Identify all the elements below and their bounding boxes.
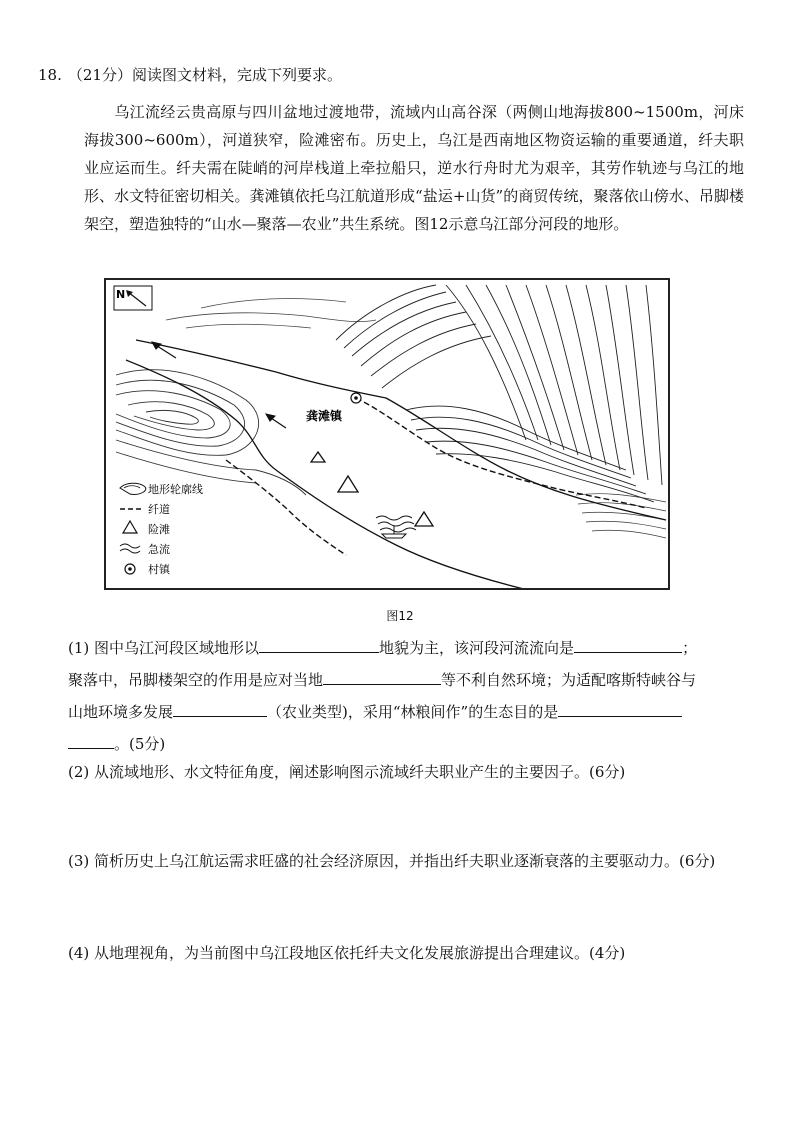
question-passage (84, 98, 744, 238)
legend-item-rapids (123, 521, 170, 536)
town-label: 龚滩镇 (306, 409, 343, 423)
q4-label: (4) (68, 944, 90, 962)
rapids-markers (311, 452, 433, 526)
question-header (38, 64, 342, 86)
village-marker (351, 393, 361, 403)
q1-blank-agriculture[interactable] (173, 698, 267, 717)
figure-12-map (104, 278, 670, 590)
torrent-marks (376, 516, 416, 532)
legend-label-contour: 地形轮廓线 (148, 483, 203, 496)
right-mountains (336, 285, 662, 502)
q1-part1: 图中乌江河段区域地形以 (94, 639, 260, 657)
q1-part6: 山地环境多发展 (68, 703, 174, 721)
q1-blank-flow-direction[interactable] (574, 634, 682, 653)
question-number: 18. (38, 66, 62, 84)
legend-label-towpath: 纤道 (148, 503, 170, 516)
q1-part4: 聚落中，吊脚楼架空的作用是应对当地 (68, 671, 324, 689)
subquestion-2 (68, 756, 748, 788)
q1-part7: （农业类型)，采用“林粮间作”的生态目的是 (267, 703, 559, 721)
legend (120, 482, 203, 576)
terraced-fields (576, 494, 666, 538)
q1-label: (1) (68, 639, 90, 657)
q2-label: (2) (68, 763, 90, 781)
q1-blank-landform[interactable] (259, 634, 379, 653)
figure-caption: 图12 (386, 609, 414, 623)
q3-text: 简析历史上乌江航运需求旺盛的社会经济原因，并指出纤夫职业逐渐衰落的主要驱动力。(6分) (94, 852, 716, 870)
q3-label: (3) (68, 852, 90, 870)
question-intro: （21分）阅读图文材料，完成下列要求。 (67, 66, 342, 84)
legend-label-rapids: 险滩 (148, 523, 170, 536)
subquestion-1 (68, 632, 748, 760)
q1-blank-eco-purpose-cont[interactable] (68, 730, 114, 749)
north-label: N (116, 288, 126, 301)
north-arrow-icon (114, 286, 152, 310)
q1-part2: 地貌为主，该河段河流流向是 (379, 639, 575, 657)
q1-part3: ； (682, 639, 698, 657)
q1-part5: 等不利自然环境；为适配喀斯特峡谷与 (441, 671, 697, 689)
legend-item-contour (120, 482, 203, 496)
q1-part8: 。(5分) (114, 735, 166, 753)
legend-label-village: 村镇 (148, 563, 170, 576)
left-bank-contours (116, 370, 306, 495)
legend-item-torrent (120, 542, 170, 556)
subquestion-4 (68, 937, 748, 969)
legend-label-torrent: 急流 (148, 543, 170, 556)
legend-item-village (125, 562, 171, 576)
far-hills (166, 299, 376, 328)
q4-text: 从地理视角，为当前图中乌江段地区依托纤夫文化发展旅游提出合理建议。(4分) (94, 944, 626, 962)
q1-blank-environment[interactable] (323, 666, 441, 685)
towpath-route (226, 398, 646, 555)
passage-text: 乌江流经云贵高原与四川盆地过渡地带，流域内山高谷深（两侧山地海拔800~1500m，河床海拔300~600m），河道狭窄，险滩密布。历史上，乌江是西南地区物资运输的重要通道，纤夫职业应运而生。纤夫需在陡峭的河岸栈道上牵拉船只，逆水行舟时尤为艰辛，其劳作轨迹与乌江的地形、水文特征密切相关。龚滩镇依托乌江航道形成“盐运+山货”的商贸传统，聚落依山傍水、吊脚楼架空，塑造独特的“山水—聚落—农业”共生系统。图12示意乌江部分河段的地形。 (84, 103, 744, 233)
q2-text: 从流域地形、水文特征角度，阐述影响图示流域纤夫职业产生的主要因子。(6分) (94, 763, 626, 781)
legend-item-towpath (120, 503, 170, 516)
terrain-illustration (106, 280, 670, 590)
subquestion-3 (68, 845, 748, 877)
q1-blank-eco-purpose[interactable] (558, 698, 682, 717)
